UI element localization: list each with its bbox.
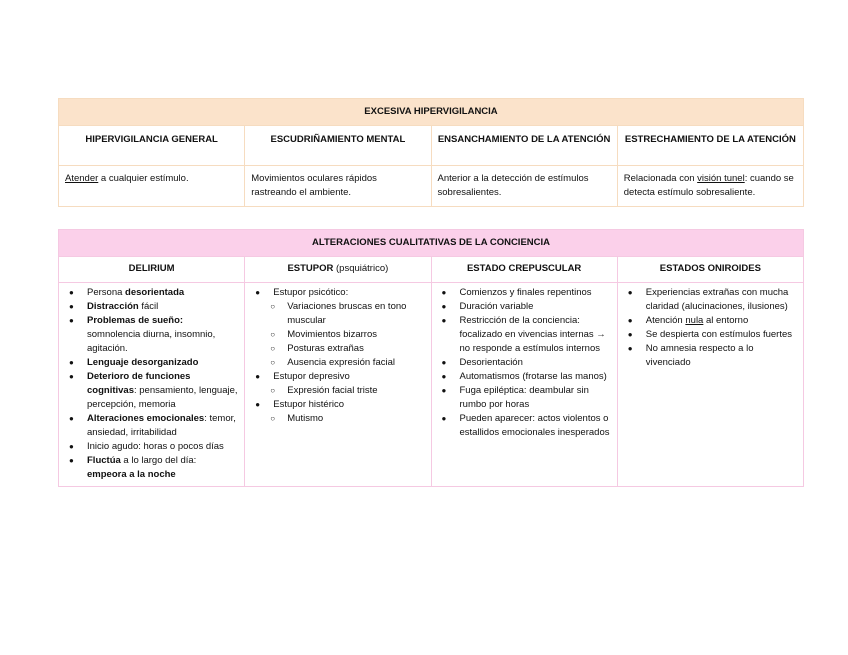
column-header-crepuscular: ESTADO CREPUSCULAR bbox=[431, 257, 617, 283]
table-cell bbox=[617, 166, 803, 207]
crepuscular-list bbox=[438, 286, 611, 440]
sublist-item: ○ Movimientos bizarros bbox=[251, 328, 424, 342]
list-item: ● Comienzos y finales repentinos bbox=[438, 286, 611, 300]
crepuscular-cell bbox=[431, 283, 617, 487]
list-item: ● Atención nula al entorno bbox=[624, 314, 797, 328]
column-header-estupor bbox=[245, 257, 431, 283]
column-header: ESCUDRIÑAMIENTO MENTAL bbox=[245, 126, 431, 166]
list-item: ● Restricción de la conciencia: focalizado en vivencias internas → no responde a estímulos internos bbox=[438, 314, 611, 356]
alteraciones-conciencia-table bbox=[58, 229, 804, 487]
list-item: ● Lenguaje desorganizado bbox=[65, 356, 238, 370]
sublist-item: ○ Mutismo bbox=[251, 412, 424, 426]
sublist-item: ○ Expresión facial triste bbox=[251, 384, 424, 398]
list-item: ● Desorientación bbox=[438, 356, 611, 370]
list-item: ● Problemas de sueño: somnolencia diurna, insomnio, agitación. bbox=[65, 314, 238, 356]
list-item: ● Alteraciones emocionales: temor, ansiedad, irritabilidad bbox=[65, 412, 238, 440]
estupor-cell bbox=[245, 283, 431, 487]
cell-text: : cuando se detecta estímulo sobresaliente. bbox=[623, 173, 794, 198]
estupor-histerico-sublist bbox=[251, 412, 424, 426]
table-title: ALTERACIONES CUALITATIVAS DE LA CONCIENCIA bbox=[59, 230, 804, 257]
table-cell: Anterior a la detección de estímulos sobresalientes. bbox=[431, 166, 617, 207]
cell-text: Relacionada con bbox=[623, 173, 698, 184]
underlined-text: visión tunel bbox=[697, 173, 745, 184]
column-header-oniroides: ESTADOS ONIROIDES bbox=[617, 257, 803, 283]
list-item: ● Persona desorientada bbox=[65, 286, 238, 300]
table-title: EXCESIVA HIPERVIGILANCIA bbox=[59, 99, 804, 126]
delirium-cell bbox=[59, 283, 245, 487]
oniroides-list bbox=[624, 286, 797, 370]
estupor-list bbox=[251, 370, 424, 384]
sublist-item: ○ Ausencia expresión facial bbox=[251, 356, 424, 370]
list-item: ● Pueden aparecer: actos violentos o estallidos emocionales inesperados bbox=[438, 412, 611, 440]
list-item: ● Fluctúa a lo largo del día: empeora a la noche bbox=[65, 454, 238, 482]
column-header-delirium: DELIRIUM bbox=[59, 257, 245, 283]
underlined-text: Atender bbox=[65, 173, 99, 184]
excesiva-hipervigilancia-table bbox=[58, 98, 804, 207]
sublist-item: ○ Posturas extrañas bbox=[251, 342, 424, 356]
table-cell: Movimientos oculares rápidos rastreando el ambiente. bbox=[245, 166, 431, 207]
list-item: ● Distracción fácil bbox=[65, 300, 238, 314]
list-item: ● Inicio agudo: horas o pocos días bbox=[65, 440, 238, 454]
estupor-depresivo-sublist bbox=[251, 384, 424, 398]
list-item: ● No amnesia respecto a lo vivenciado bbox=[624, 342, 797, 370]
table-cell bbox=[59, 166, 245, 207]
list-item: ● Se despierta con estímulos fuertes bbox=[624, 328, 797, 342]
cell-text: a cualquier estímulo. bbox=[98, 173, 189, 184]
list-item: ● Estupor histérico bbox=[251, 398, 424, 412]
header-note: (psquiátrico) bbox=[333, 263, 389, 274]
list-item: ● Fuga epiléptica: deambular sin rumbo por horas bbox=[438, 384, 611, 412]
column-header: ENSANCHAMIENTO DE LA ATENCIÓN bbox=[431, 126, 617, 166]
column-header: HIPERVIGILANCIA GENERAL bbox=[59, 126, 245, 166]
estupor-psicotico-sublist bbox=[251, 300, 424, 370]
list-item: ● Deterioro de funciones cognitivas: pensamiento, lenguaje, percepción, memoria bbox=[65, 370, 238, 412]
header-text: ESTUPOR bbox=[287, 263, 334, 274]
delirium-list bbox=[65, 286, 238, 482]
oniroides-cell bbox=[617, 283, 803, 487]
list-item: ● Experiencias extrañas con mucha claridad (alucinaciones, ilusiones) bbox=[624, 286, 797, 314]
estupor-list bbox=[251, 286, 424, 300]
list-item: ● Estupor depresivo bbox=[251, 370, 424, 384]
sublist-item: ○ Variaciones bruscas en tono muscular bbox=[251, 300, 424, 328]
list-item: ● Automatismos (frotarse las manos) bbox=[438, 370, 611, 384]
estupor-list bbox=[251, 398, 424, 412]
list-item: ● Estupor psicótico: bbox=[251, 286, 424, 300]
list-item: ● Duración variable bbox=[438, 300, 611, 314]
column-header: ESTRECHAMIENTO DE LA ATENCIÓN bbox=[617, 126, 803, 166]
